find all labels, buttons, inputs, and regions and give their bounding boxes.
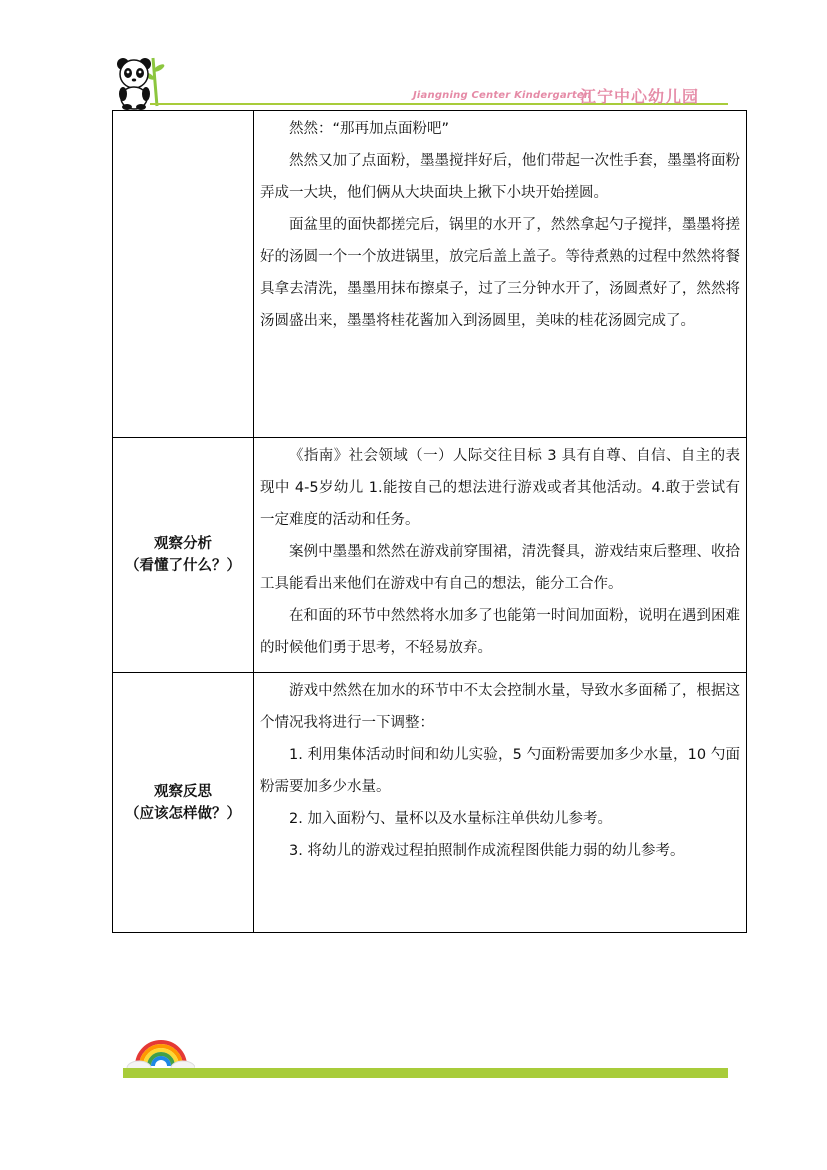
row-content bbox=[254, 111, 747, 438]
panda-logo-icon bbox=[113, 54, 165, 110]
paragraph: 1. 利用集体活动时间和幼儿实验，5 勺面粉需要加多少水量，10 勺面粉需要加多少水量。 bbox=[260, 747, 740, 795]
paragraph: 面盆里的面快都搓完后，锅里的水开了，然然拿起勺子搅拌，墨墨将搓好的汤圆一个一个放进锅里，放完后盖上盖子。等待煮熟的过程中然然将餐具拿去清洗，墨墨用抹布擦桌子，过了三分钟水开了，汤圆煮好了，然然将汤圆盛出来，墨墨将桂花酱加入到汤圆里，美味的桂花汤圆完成了。 bbox=[260, 217, 740, 329]
table-row bbox=[113, 111, 747, 438]
paragraph: 案例中墨墨和然然在游戏前穿围裙，清洗餐具，游戏结束后整理、收拾工具能看出来他们在游戏中有自己的想法，能分工合作。 bbox=[260, 544, 740, 592]
observation-table bbox=[112, 110, 747, 933]
table-row bbox=[113, 438, 747, 673]
row-label bbox=[113, 111, 254, 438]
row-label bbox=[113, 673, 254, 933]
row-label-subtitle: （应该怎样做？） bbox=[125, 805, 241, 822]
paragraph: 2. 加入面粉勺、量杯以及水量标注单供幼儿参考。 bbox=[289, 811, 612, 827]
row-label-title: 观察反思 bbox=[154, 783, 212, 800]
row-content bbox=[254, 673, 747, 933]
page-header bbox=[0, 0, 827, 110]
paragraph: 在和面的环节中然然将水加多了也能第一时间加面粉，说明在遇到困难的时候他们勇于思考，不轻易放弃。 bbox=[260, 608, 740, 656]
school-name-en: Jiangning Center Kindergarten bbox=[413, 90, 592, 101]
paragraph: 3. 将幼儿的游戏过程拍照制作成流程图供能力弱的幼儿参考。 bbox=[289, 843, 685, 859]
row-label bbox=[113, 438, 254, 673]
paragraph: 游戏中然然在加水的环节中不太会控制水量，导致水多面稀了，根据这个情况我将进行一下调整： bbox=[260, 683, 740, 731]
paragraph: 《指南》社会领域（一）人际交往目标 3 具有自尊、自信、自主的表现中 4-5岁幼儿 1.能按自己的想法进行游戏或者其他活动。4.敢于尝试有一定难度的活动和任务。 bbox=[260, 448, 740, 528]
paragraph: 然然又加了点面粉，墨墨搅拌好后，他们带起一次性手套，墨墨将面粉弄成一大块，他们俩从大块面块上揪下小块开始搓圆。 bbox=[260, 153, 740, 201]
paragraph: 然然：“那再加点面粉吧” bbox=[289, 121, 450, 137]
school-name-cn: 江宁中心幼儿园 bbox=[580, 87, 700, 106]
row-label-subtitle: （看懂了什么？） bbox=[125, 558, 241, 574]
row-content bbox=[254, 438, 747, 673]
footer-bar bbox=[123, 1068, 728, 1078]
row-label-title: 观察分析 bbox=[154, 536, 212, 552]
table-row bbox=[113, 673, 747, 933]
